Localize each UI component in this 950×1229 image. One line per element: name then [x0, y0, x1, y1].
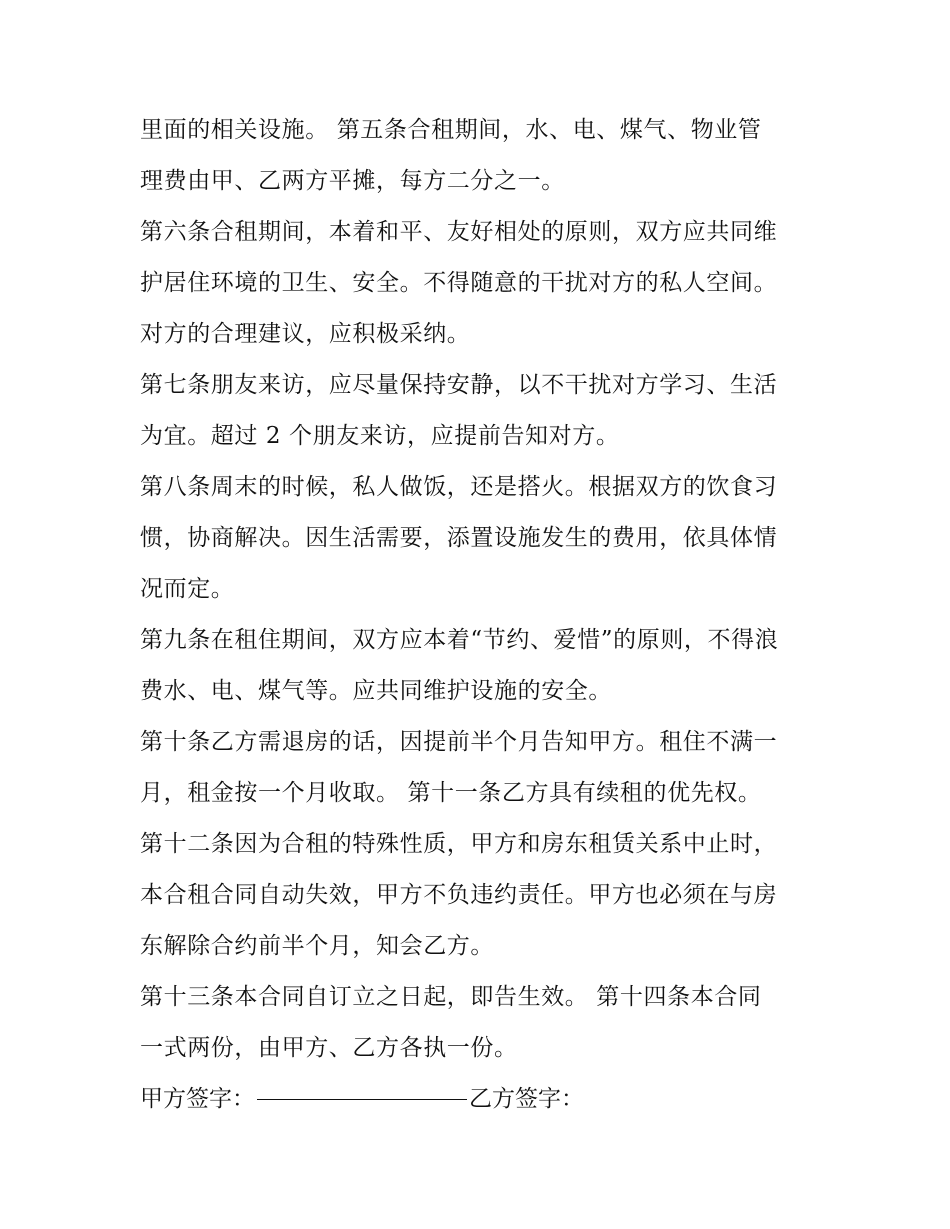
party-a-signature-line[interactable] — [257, 1098, 467, 1100]
text-line: 对方的合理建议，应积极采纳。 — [140, 321, 471, 347]
text-line: 护居住环境的卫生、安全。不得随意的干扰对方的私人空间。 — [140, 270, 778, 296]
text-line: 惯，协商解决。因生活需要，添置设施发生的费用，依具体情 — [140, 525, 778, 551]
party-b-signature-label: 乙方签字： — [469, 1086, 584, 1112]
text-line: 第六条合租期间，本着和平、友好相处的原则，双方应共同维 — [140, 219, 778, 245]
signature-row — [140, 1074, 830, 1125]
text-line: 费水、电、煤气等。应共同维护设施的安全。 — [140, 678, 612, 704]
text-line: 为宜。超过 2 个朋友来访，应提前告知对方。 — [140, 423, 620, 449]
text-line: 第十三条本合同自订立之日起，即告生效。 第十四条本合同 — [140, 984, 762, 1010]
text-line: 理费由甲、乙两方平摊，每方二分之一。 — [140, 168, 565, 194]
text-line: 况而定。 — [140, 576, 235, 602]
text-line: 一式两份，由甲方、乙方各执一份。 — [140, 1035, 518, 1061]
text-line: 第十条乙方需退房的话，因提前半个月告知甲方。租住不满一 — [140, 729, 778, 755]
text-line: 里面的相关设施。 第五条合租期间，水、电、煤气、物业管 — [140, 117, 762, 143]
document-page — [140, 105, 830, 1125]
text-line: 东解除合约前半个月，知会乙方。 — [140, 933, 494, 959]
text-line: 第十二条因为合租的特殊性质，甲方和房东租赁关系中止时， — [140, 831, 778, 857]
text-line: 月，租金按一个月收取。 第十一条乙方具有续租的优先权。 — [140, 780, 762, 806]
text-line: 第八条周末的时候，私人做饭，还是搭火。根据双方的饮食习 — [140, 474, 778, 500]
text-line: 本合租合同自动失效，甲方不负违约责任。甲方也必须在与房 — [140, 882, 778, 908]
text-line: 第九条在租住期间，双方应本着“节约、爱惜”的原则，不得浪 — [140, 627, 779, 653]
text-line: 第七条朋友来访，应尽量保持安静，以不干扰对方学习、生活 — [140, 372, 778, 398]
party-a-signature-label: 甲方签字： — [140, 1086, 255, 1112]
